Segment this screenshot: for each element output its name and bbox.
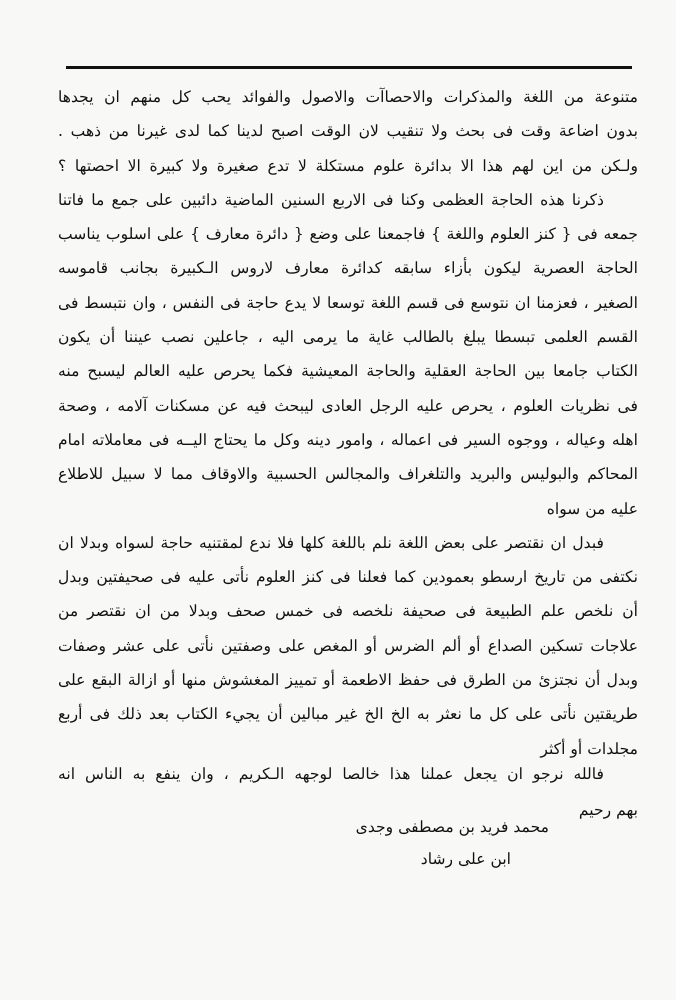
top-rule [66, 66, 632, 69]
text-line: الحاجة العصرية ليكون بأزاء سابقه كدائرة معارف لاروس الـكبيرة بجانب قاموسه [58, 259, 638, 278]
text-line: أن نلخص علم الطبيعة فى صحيفة نلخصه فى خمس صحف وبدلا من ان نقتصر من [58, 602, 638, 621]
text-line: فى نظريات العلوم ، يحرص عليه الرجل العادى ليبحث فيه عن مسكنات آلامه ، وصحة [58, 396, 638, 415]
text-line: الكتاب جامعا بين الحاجة العقلية والحاجة المعيشية فكما يحرص عليه العالم ليسبح منه [58, 362, 638, 381]
text-line: جمعه فى { كنز العلوم واللغة } فاجمعنا على وضع { دائرة معارف } على اسلوب يناسب [58, 225, 638, 244]
text-line: متنوعة من اللغة والمذكرات والاحصاآت والاصول والفوائد يحب كل منهم ان يجدها [58, 88, 638, 106]
text-line: نكتفى من تاريخ ارسطو بعمودين كما فعلنا فى كنز العلوم نأتى عليه فى صحيفتين وبدل [58, 568, 638, 587]
text-line: الصغير ، فعزمنا ان نتوسع فى قسم اللغة توسعا لا يدع حاجة فى النفس ، وان نتبسط فى [58, 293, 638, 312]
text-line: المحاكم والبوليس والبريد والتلغراف والمجالس الحسبية والاوقاف مما لا سبيل للاطلاع [58, 465, 638, 484]
text-line: ولـكن من اين لهم هذا الا بدائرة علوم مستكلة لا تدع صغيرة ولا كبيرة الا احصتها ؟ [58, 156, 638, 175]
text-line: فبدل ان نقتصر على بعض اللغة نلم باللغة كلها فلا ندع لمقتنيه حاجة لسواه وبدلا ان [58, 533, 604, 552]
text-line: عليه من سواه [546, 499, 638, 518]
text-line: علاجات تسكين الصداع أو ألم الضرس أو المغص على وصفتين نأتى على عشر وصفات [58, 636, 638, 655]
text-line: ذكرنا هذه الحاجة العظمى وكنا فى الاربع السنين الماضية دائبين على جمع ما فاتنا [58, 190, 604, 209]
text-line: مجلدات أو أكثر [540, 739, 638, 758]
closing-prayer-line: فالله نرجو ان يجعل عملنا هذا خالصا لوجهه الـكريم ، وان ينفع به الناس انه [58, 765, 604, 783]
closing-prayer-end: بهم رحيم [578, 801, 638, 819]
text-line: وبدل أن نجتزئ من الطرق فى حفظ الاطعمة أو تمييز المغشوش منها أو ازالة البقع على [58, 671, 638, 690]
text-line: القسم العلمى تبسطا يبلغ بالطالب غاية ما يرمى اليه ، جاعلين نصب عيننا أن يكون [58, 328, 638, 347]
author-name: محمد فريد بن مصطفى وجدى [355, 818, 549, 836]
text-line: طريقتين نأتى على كل ما نعثر به الخ الخ غير مبالين أن يجيء الكتاب بعد ذلك فى أربع [58, 705, 638, 724]
text-line: اهله وعياله ، ووجوه السير فى اعماله ، وامور دينه وكل ما يحتاج اليــه فى معاملاته امام [58, 430, 638, 449]
author-lineage: ابن على رشاد [420, 850, 511, 868]
text-line: بدون اضاعة وقت فى بحث ولا تنقيب لان الوقت اصبح لدينا كما لدى غيرنا من ذهب . [58, 122, 638, 141]
main-text [58, 80, 638, 766]
